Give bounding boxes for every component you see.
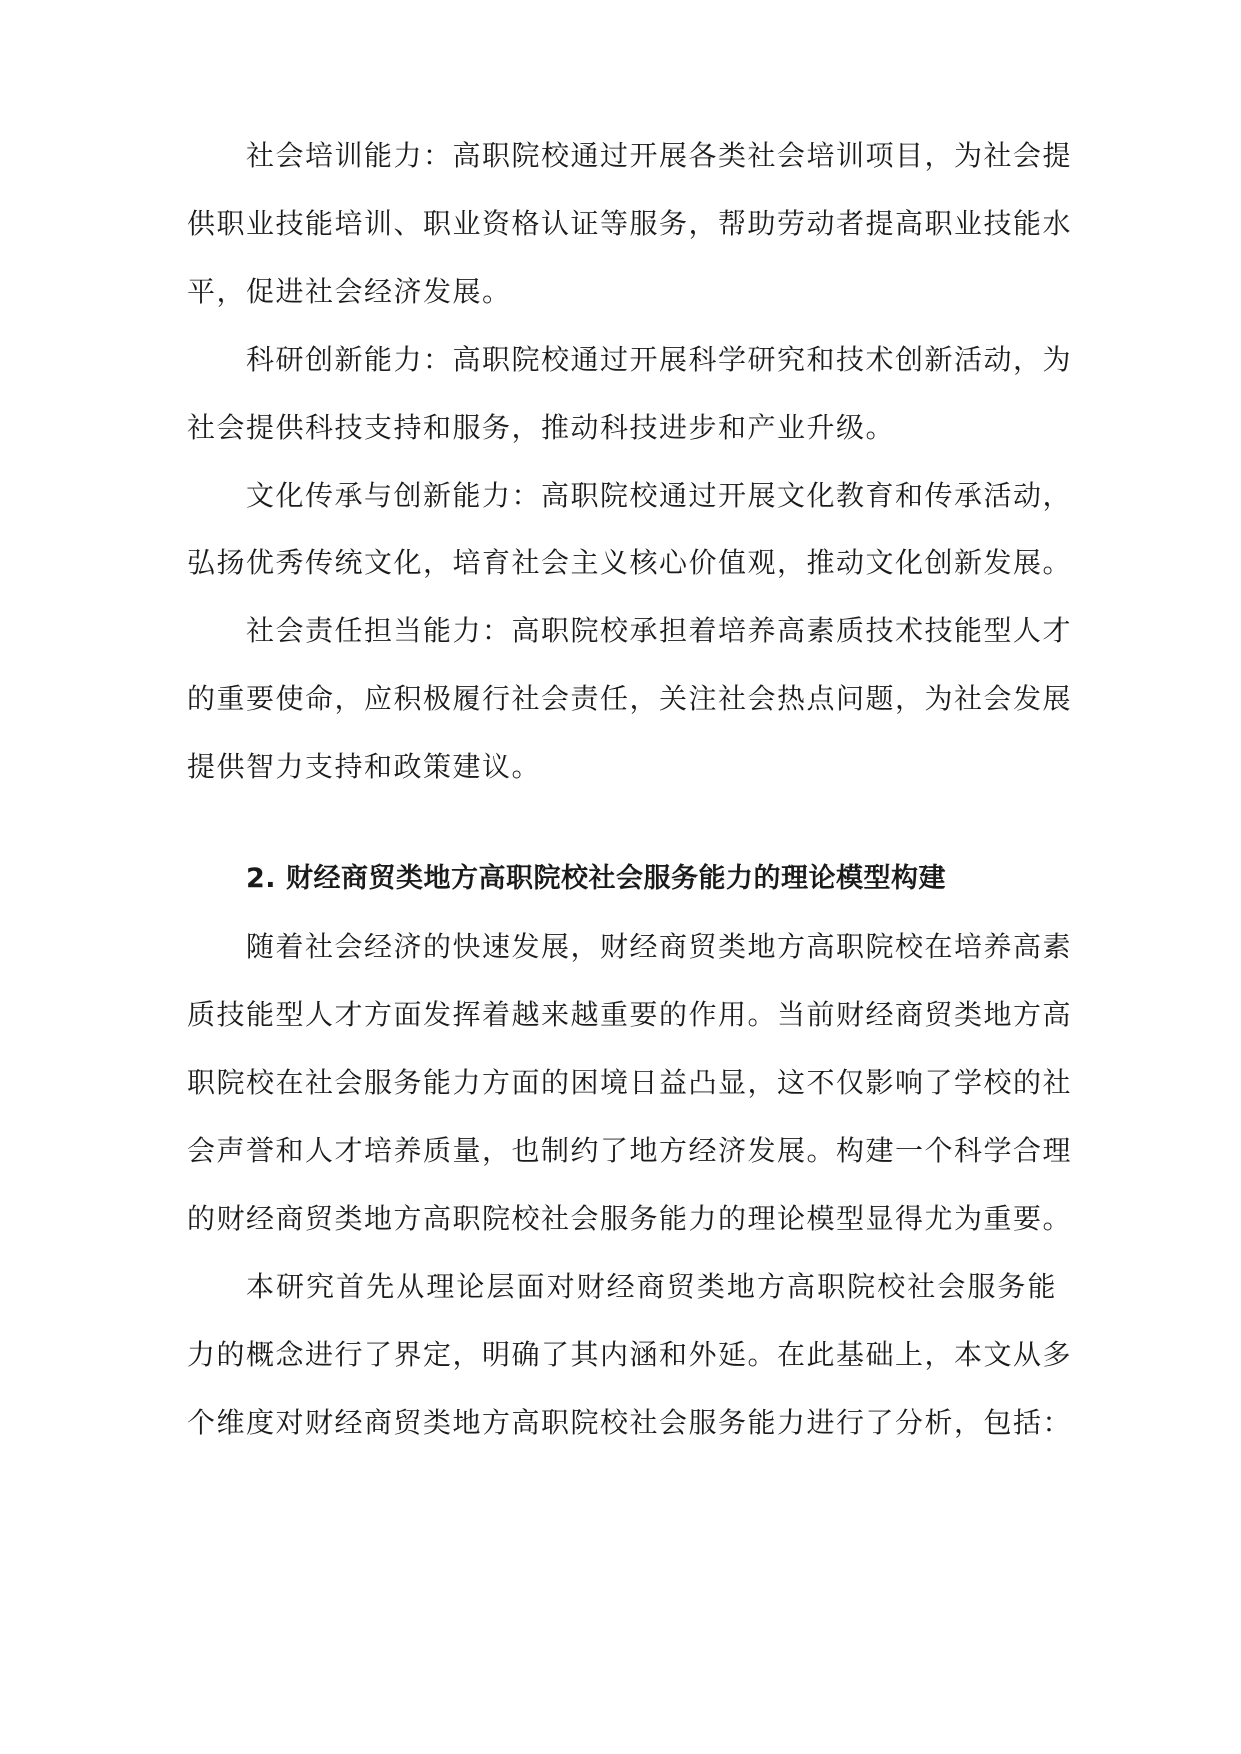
paragraph-line: 的财经商贸类地方高职院校社会服务能力的理论模型显得尤为重要。 [187, 1202, 1073, 1235]
paragraph-line: 提供智力支持和政策建议。 [187, 750, 542, 783]
paragraph-line: 社会提供科技支持和服务，推动科技进步和产业升级。 [187, 411, 896, 444]
paragraph-line: 社会责任担当能力：高职院校承担着培养高素质技术技能型人才 [246, 614, 1073, 647]
section-heading: 2. 财经商贸类地方高职院校社会服务能力的理论模型构建 [246, 863, 946, 894]
paragraph-line: 个维度对财经商贸类地方高职院校社会服务能力进行了分析，包括： [187, 1406, 1073, 1439]
paragraph-line: 职院校在社会服务能力方面的困境日益凸显，这不仅影响了学校的社 [187, 1066, 1073, 1099]
paragraph-line: 的重要使命，应积极履行社会责任，关注社会热点问题，为社会发展 [187, 682, 1073, 715]
paragraph-line: 供职业技能培训、职业资格认证等服务，帮助劳动者提高职业技能水 [187, 207, 1073, 240]
paragraph-line: 会声誉和人才培养质量，也制约了地方经济发展。构建一个科学合理 [187, 1134, 1073, 1167]
paragraph-line: 力的概念进行了界定，明确了其内涵和外延。在此基础上，本文从多 [187, 1338, 1073, 1371]
paragraph-line: 文化传承与创新能力：高职院校通过开展文化教育和传承活动， [246, 479, 1073, 512]
paragraph-line: 科研创新能力：高职院校通过开展科学研究和技术创新活动，为 [246, 343, 1073, 376]
paragraph-line: 本研究首先从理论层面对财经商贸类地方高职院校社会服务能 [246, 1270, 1057, 1303]
paragraph-line: 社会培训能力：高职院校通过开展各类社会培训项目，为社会提 [246, 139, 1073, 172]
paragraph-line: 质技能型人才方面发挥着越来越重要的作用。当前财经商贸类地方高 [187, 998, 1073, 1031]
paragraph-line: 随着社会经济的快速发展，财经商贸类地方高职院校在培养高素 [246, 930, 1073, 963]
paragraph-line: 弘扬优秀传统文化，培育社会主义核心价值观，推动文化创新发展。 [187, 546, 1073, 579]
paragraph-line: 平，促进社会经济发展。 [187, 275, 512, 308]
